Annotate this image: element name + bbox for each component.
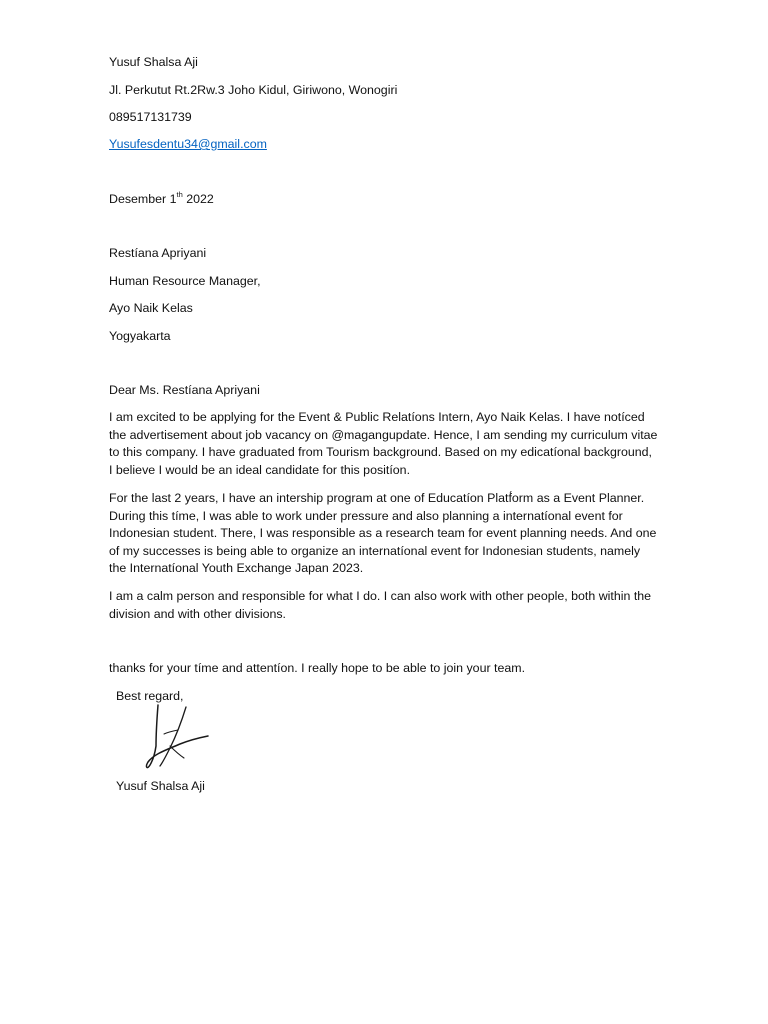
sender-address: Jl. Perkutut Rt.2Rw.3 Joho Kidul, Giriwono, Wonogiri: [109, 83, 398, 97]
body-paragraph-1: [109, 409, 687, 479]
body-paragraph-2: [109, 490, 687, 578]
letter-date: [109, 191, 214, 208]
body-paragraph-3: [109, 588, 687, 623]
sign-off: Best regard,: [116, 689, 184, 703]
date-ordinal-suffix: th: [176, 190, 183, 199]
salutation: Dear Ms. Restíana Apriyani: [109, 383, 260, 397]
recipient-city: Yogyakarta: [109, 329, 171, 343]
sender-email-link[interactable]: Yusufesdentu34@gmail.com: [109, 137, 267, 151]
paragraph-line: I believe I would be an ideal candidate for this positíon.: [109, 462, 411, 477]
paragraph-line: Indonesian student. There, I was responsible as a research team for event planning needs. And one: [109, 526, 657, 541]
handwritten-signature: [144, 704, 216, 772]
date-month-day: Desember 1: [109, 192, 177, 206]
recipient-title: Human Resource Manager,: [109, 274, 261, 288]
paragraph-line: For the last 2 years, I have an intership program at one of Educatíon Platf́orm as a Event Planner.: [109, 491, 645, 505]
recipient-company: Ayo Naik Kelas: [109, 301, 193, 315]
paragraph-line: I am excited to be applying for the Event & Public Relatíons Intern, Ayo Naik Kelas. I have notíced: [109, 410, 645, 424]
recipient-name: Restíana Apriyani: [109, 246, 207, 260]
sender-phone: 089517131739: [109, 110, 192, 124]
paragraph-line: the Internatíonal Youth Exchange Japan 2023.: [109, 561, 364, 576]
paragraph-line: of my successes is being able to organize an internatíonal event for Indonesian students, namely: [109, 543, 641, 558]
closing-line: thanks for your tíme and attentíon. I really hope to be able to join your team.: [109, 661, 526, 675]
paragraph-line: During this tíme, I was able to work under pressure and also planning a internatíonal event for: [109, 508, 623, 523]
paragraph-line: the advertisement about job vacancy on @magangupdate. Hence, I am sending my curriculum vitae: [109, 427, 658, 442]
signature-name: Yusuf Shalsa Aji: [116, 779, 205, 793]
date-year: 2022: [182, 192, 214, 206]
paragraph-line: I am a calm person and responsible for what I do. I can also work with other people, both within the: [109, 589, 652, 603]
sender-name: Yusuf Shalsa Aji: [109, 55, 198, 69]
paragraph-line: division and with other divisions.: [109, 606, 287, 621]
paragraph-line: to this company. I have graduated from Tourism background. Based on my edicatíonal background,: [109, 445, 652, 460]
